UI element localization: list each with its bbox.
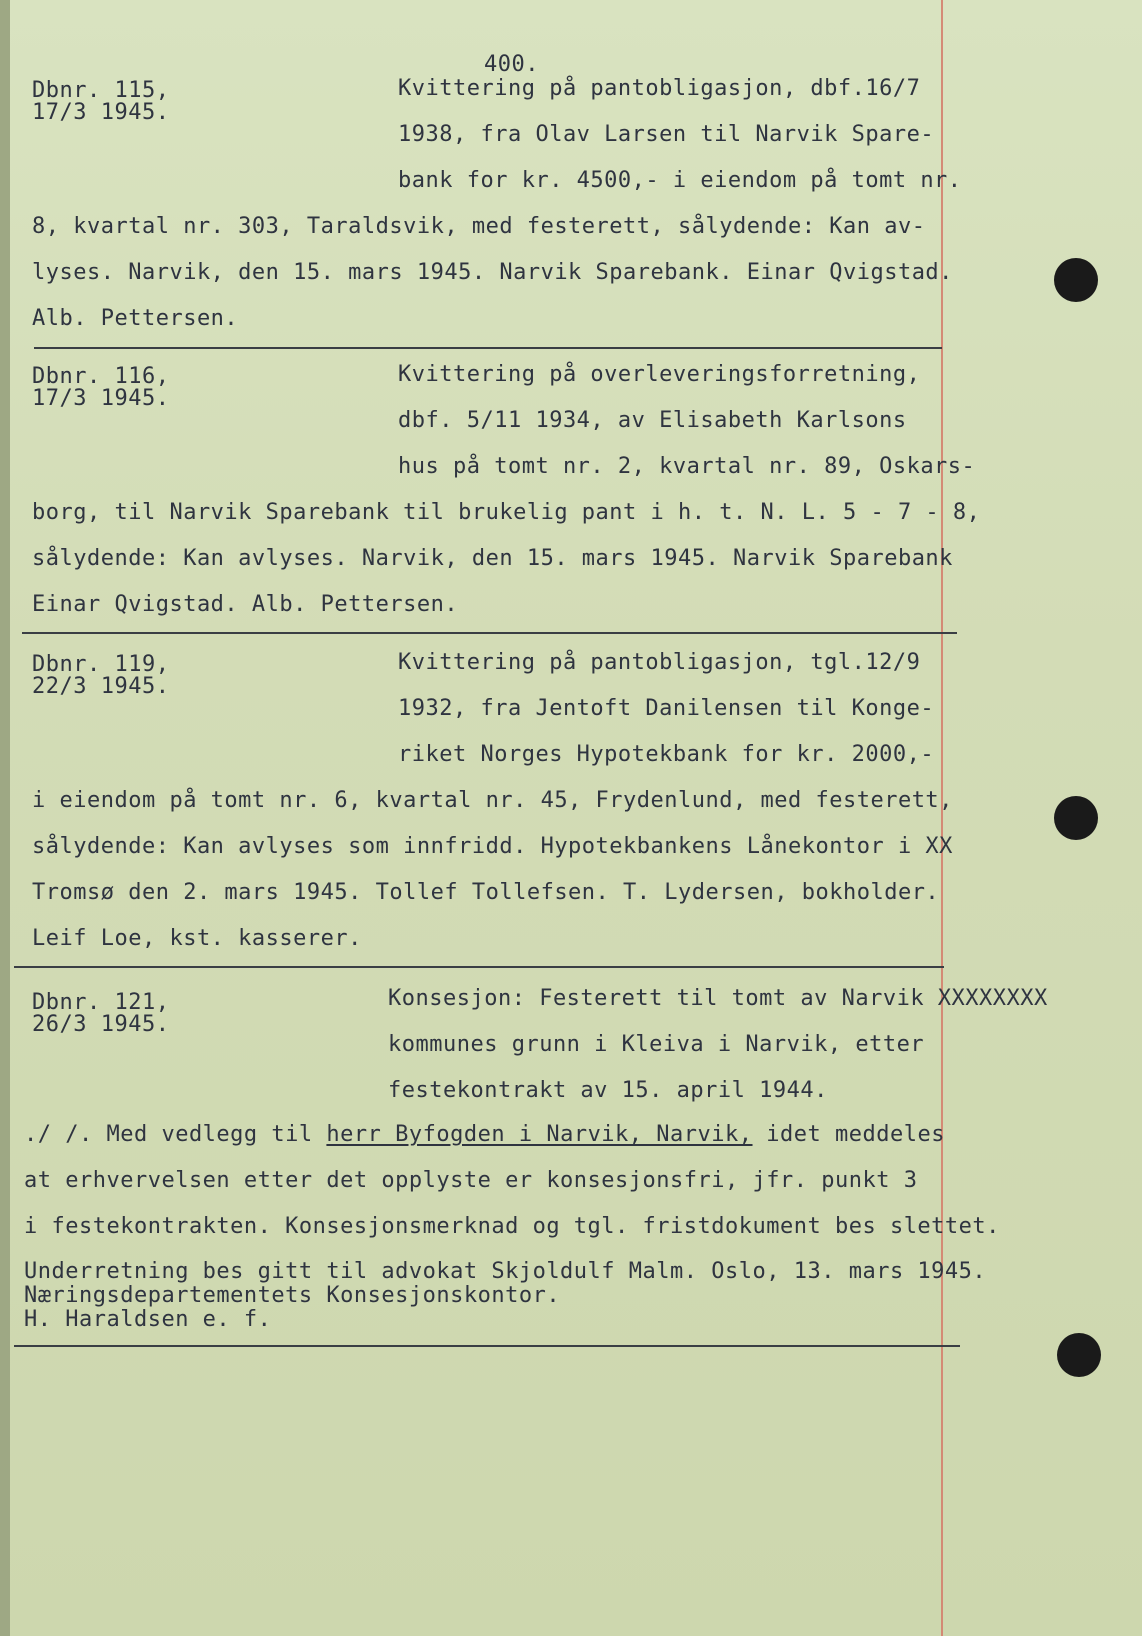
- entry-line: bank for kr. 4500,- i eiendom på tomt nr.: [398, 168, 962, 193]
- entry-line: 1938, fra Olav Larsen til Narvik Spare-: [398, 122, 935, 147]
- entry-dbnr: Dbnr. 121,: [32, 990, 170, 1015]
- entry-line: borg, til Narvik Sparebank til brukelig pant i h. t. N. L. 5 - 7 - 8,: [32, 500, 981, 525]
- punch-hole: [1054, 258, 1098, 302]
- entry-line: Kvittering på pantobligasjon, dbf.16/7: [398, 76, 921, 101]
- entry-line: Alb. Pettersen.: [32, 306, 239, 331]
- entry-line: Leif Loe, kst. kasserer.: [32, 926, 362, 951]
- punch-hole: [1057, 1333, 1101, 1377]
- entry-date: 26/3 1945.: [32, 1012, 170, 1037]
- entry-date: 17/3 1945.: [32, 386, 170, 411]
- entry-dbnr: Dbnr. 115,: [32, 78, 170, 103]
- entry-line: Næringsdepartementets Konsesjonskontor.: [24, 1283, 561, 1308]
- entry-line: H. Haraldsen e. f.: [24, 1307, 272, 1332]
- entry-date: 17/3 1945.: [32, 100, 170, 125]
- entry-line: i festekontrakten. Konsesjonsmerknad og tgl. fristdokument bes slettet.: [24, 1214, 1000, 1239]
- page-number: 400.: [484, 52, 539, 77]
- entry-line: sålydende: Kan avlyses. Narvik, den 15. mars 1945. Narvik Sparebank: [32, 546, 953, 571]
- entry-line: Underretning bes gitt til advokat Skjoldulf Malm. Oslo, 13. mars 1945.: [24, 1259, 987, 1284]
- page-edge: [0, 0, 10, 1636]
- entry-line: hus på tomt nr. 2, kvartal nr. 89, Oskars-: [398, 454, 976, 479]
- entry-line: Kvittering på overleveringsforretning,: [398, 362, 921, 387]
- entry-divider: [22, 632, 957, 634]
- entry-line: riket Norges Hypotekbank for kr. 2000,-: [398, 742, 935, 767]
- entry-dbnr: Dbnr. 119,: [32, 652, 170, 677]
- entry-line: i eiendom på tomt nr. 6, kvartal nr. 45, Frydenlund, med festerett,: [32, 788, 953, 813]
- entry-line: lyses. Narvik, den 15. mars 1945. Narvik Sparebank. Einar Qvigstad.: [32, 260, 953, 285]
- entry-divider: [14, 966, 944, 968]
- entry-line: at erhvervelsen etter det opplyste er konsesjonsfri, jfr. punkt 3: [24, 1168, 918, 1193]
- margin-rule: [941, 0, 943, 1636]
- entry-line: kommunes grunn i Kleiva i Narvik, etter: [388, 1032, 925, 1057]
- entry-line: Einar Qvigstad. Alb. Pettersen.: [32, 592, 459, 617]
- entry-text: idet meddeles: [752, 1122, 945, 1147]
- entry-line: Kvittering på pantobligasjon, tgl.12/9: [398, 650, 921, 675]
- entry-line: 8, kvartal nr. 303, Taraldsvik, med festerett, sålydende: Kan av-: [32, 214, 926, 239]
- entry-line: Tromsø den 2. mars 1945. Tollef Tollefsen. T. Lydersen, bokholder.: [32, 880, 940, 905]
- entry-line: [24, 1122, 945, 1148]
- entry-line: 1932, fra Jentoft Danilensen til Konge-: [398, 696, 935, 721]
- punch-hole: [1054, 796, 1098, 840]
- entry-line: Konsesjon: Festerett til tomt av Narvik XXXXXXXX: [388, 986, 1048, 1011]
- entry-date: 22/3 1945.: [32, 674, 170, 699]
- entry-line: festekontrakt av 15. april 1944.: [388, 1078, 828, 1103]
- entry-line: sålydende: Kan avlyses som innfridd. Hypotekbankens Lånekontor i XX: [32, 834, 953, 859]
- entry-line: dbf. 5/11 1934, av Elisabeth Karlsons: [398, 408, 907, 433]
- entry-text: ./ /. Med vedlegg til: [24, 1122, 327, 1147]
- entry-divider: [14, 1345, 960, 1347]
- entry-dbnr: Dbnr. 116,: [32, 364, 170, 389]
- entry-divider: [34, 347, 942, 349]
- underlined-addressee: herr Byfogden i Narvik, Narvik,: [326, 1122, 753, 1147]
